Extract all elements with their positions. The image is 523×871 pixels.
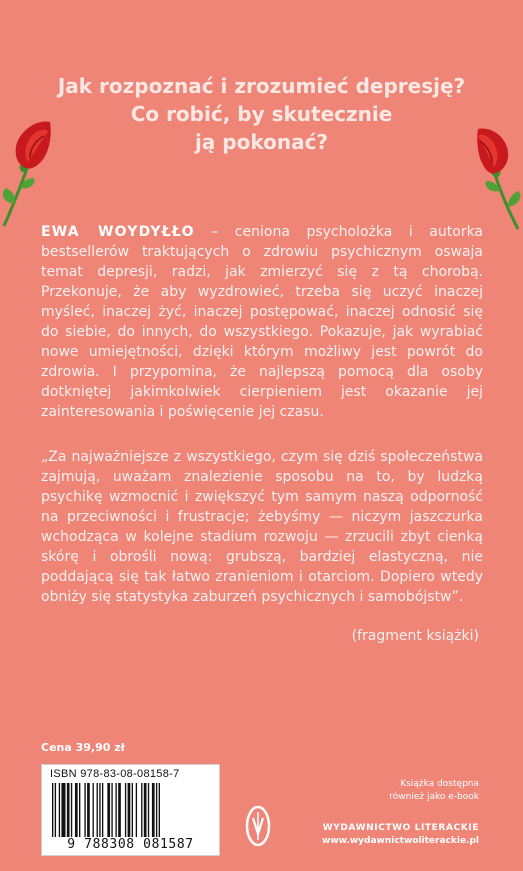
barcode-bar	[132, 783, 133, 837]
barcode-bar	[61, 783, 65, 837]
barcode-bar	[152, 783, 155, 837]
barcode-bar	[71, 783, 72, 837]
barcode-bar	[52, 783, 53, 837]
headline-line-3: ją pokonać?	[194, 130, 329, 154]
barcode-bar	[87, 783, 90, 837]
barcode-bar	[144, 783, 147, 837]
barcode-bar	[148, 783, 149, 837]
barcode-bar	[93, 783, 94, 837]
book-quote: „Za najważniejsze z wszystkiego, czym się dziś społeczeństwa zajmują, uważam znalezienie sposobu na to, by ludzką psychikę wzmocnić i zwiększyć tym samym naszą odporność na przeciwności i frustracje; żebyśmy — niczym jaszczurka wchodząca w kolejne stadium rozwoju — zrzucili zbyt cienką skórę i obrośli nową: grubszą, bardziej elastyczną, nie poddającą się tak łatwo zranieniom i otarciom. Dopiero wtedy obniży się statystyka zaburzeń psychicznych i samobójstw”.	[41, 449, 483, 605]
price-label: Cena 39,90 zł	[41, 741, 125, 754]
barcode-bar	[84, 783, 85, 837]
barcode-number: 9 788308 081587	[67, 837, 194, 852]
author-name: EWA WOYDYŁŁO	[41, 224, 195, 240]
ebook-note	[389, 778, 479, 804]
publisher-info	[322, 822, 479, 848]
headline-line-1: Jak rozpoznać i zrozumieć depresję?	[57, 74, 466, 98]
ebook-note-line-2: również jako e-book	[389, 792, 479, 802]
barcode-bar	[128, 783, 131, 837]
barcode-bar	[67, 783, 70, 837]
barcode-bar	[59, 783, 60, 837]
rose-left-illustration	[0, 118, 55, 228]
publisher-url[interactable]: www.wydawnictwoliterackie.pl	[322, 836, 479, 846]
headline	[0, 72, 523, 156]
barcode-bar	[97, 783, 98, 837]
publisher-name: WYDAWNICTWO LITERACKIE	[322, 823, 479, 833]
isbn-label: ISBN 978-83-08-08158-7	[50, 768, 180, 780]
rose-right-illustration	[470, 125, 523, 230]
barcode-bars	[50, 783, 211, 837]
fragment-attribution: (fragment książki)	[351, 628, 479, 644]
barcode-bar	[115, 783, 116, 837]
barcode-bar	[79, 783, 80, 837]
barcode-bar	[102, 783, 103, 837]
author-bio-text: – ceniona psycholożka i autorka bestsellerów traktujących o zdrowiu psychicznym oswaja temat depresji, radzi, jak zmierzyć się z tą chorobą. Przekonuje, że aby wyzdrowieć, trzeba się uczyć inaczej myśleć, inaczej żyć, inaczej postępować, inaczej odnosić się do siebie, do innych, do wszystkiego. Pokazuje, jak wyrabiać nowe umiejętności, dzięki którym możliwy jest powrót do zdrowia. I przypomina, że najlepszą pomocą dla osoby dotkniętej jakimkolwiek cierpieniem jest okazanie jej zainteresowania i poświęcenie jej czasu.	[41, 224, 484, 420]
barcode-bar	[136, 783, 137, 837]
publisher-logo	[244, 804, 272, 848]
barcode-bar	[55, 783, 56, 837]
barcode-bar	[99, 783, 100, 837]
barcode-bar	[118, 783, 121, 837]
barcode-bar	[156, 783, 157, 837]
ebook-note-line-1: Książka dostępna	[400, 779, 479, 789]
barcode-bar	[125, 783, 126, 837]
barcode-bar	[75, 783, 78, 837]
headline-line-2: Co robić, by skutecznie	[130, 102, 393, 126]
author-bio	[41, 222, 483, 422]
barcode-bar	[107, 783, 110, 837]
barcode-bar	[111, 783, 112, 837]
barcode-bar	[159, 783, 160, 837]
barcode-bar	[141, 783, 142, 837]
barcode-panel	[41, 764, 220, 856]
